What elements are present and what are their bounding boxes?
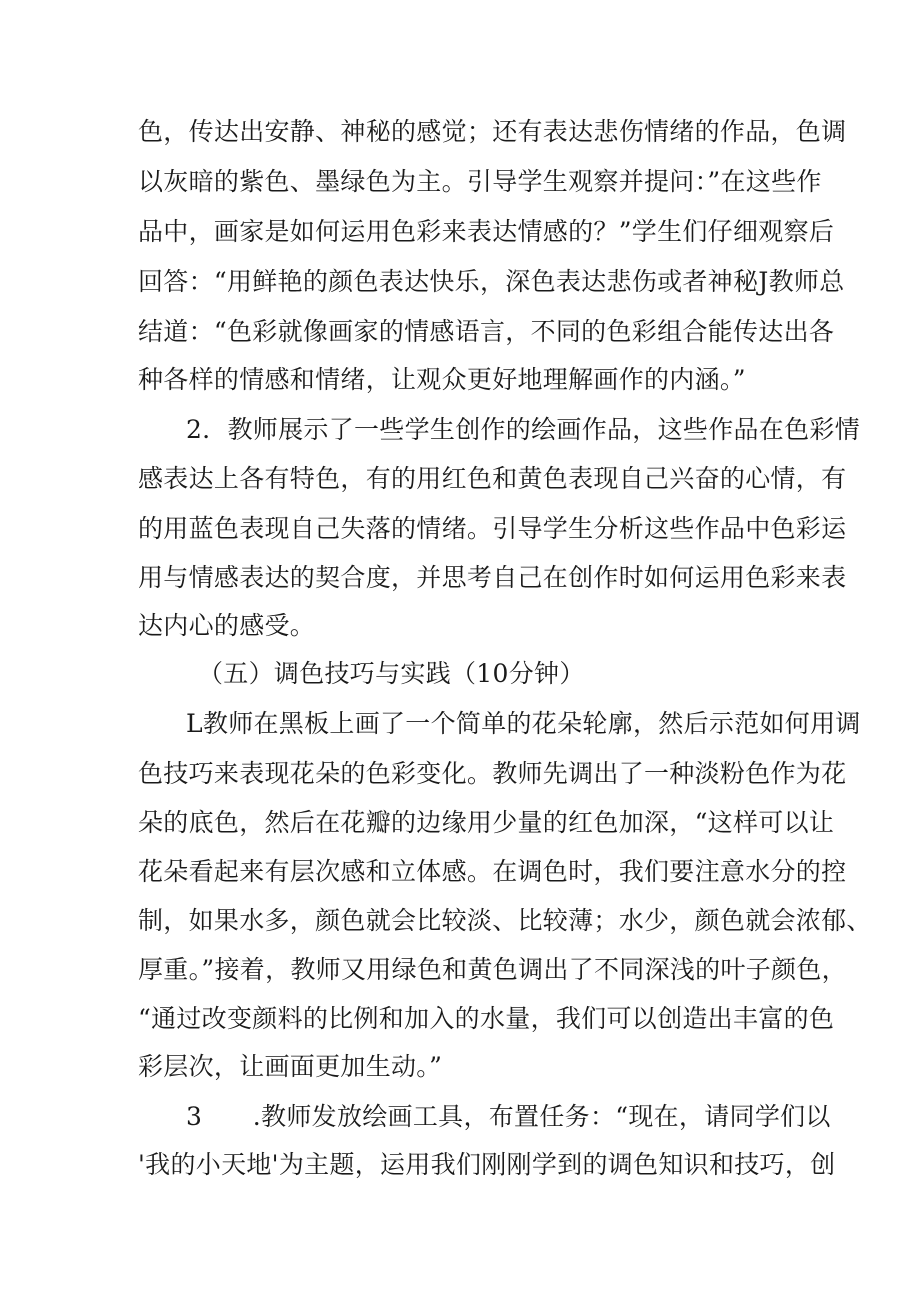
- p1-line-3: 品中，画家是如何运用色彩来表达情感的？”学生们仔细观察后: [138, 217, 835, 246]
- p1-line-2: 以灰暗的紫色、墨绿色为主。引导学生观察并提问：”在这些作: [138, 167, 822, 196]
- section-heading: （五）调色技巧与实践（10分钟）: [198, 659, 585, 688]
- p2-line-5: 达内心的感受。: [138, 611, 316, 640]
- p4-line-2: '我的小天地'为主题，运用我们刚刚学到的调色知识和技巧，创: [138, 1150, 836, 1179]
- p3-line-8: 彩层次，让画面更加生动。”: [138, 1052, 443, 1081]
- p3-line-3: 朵的底色，然后在花瓣的边缘用少量的红色加深，“这样可以让: [138, 808, 835, 837]
- p1-line-4: 回答：“用鲜艳的颜色表达快乐，深色表达悲伤或者神秘J教师总: [138, 267, 845, 296]
- p3-line-7: “通过改变颜料的比例和加入的水量，我们可以创造出丰富的色: [138, 1004, 835, 1033]
- p1-line-5: 结道：“色彩就像画家的情感语言，不同的色彩组合能传达出各: [138, 317, 835, 346]
- p2-line-3: 的用蓝色表现自己失落的情绪。引导学生分析这些作品中色彩运: [138, 514, 847, 543]
- p3-line-5: 制，如果水多，颜色就会比较淡、比较薄；水少，颜色就会浓郁、: [138, 906, 872, 935]
- p3-line-1: L教师在黑板上画了一个简单的花朵轮廓，然后示范如何用调: [186, 709, 861, 738]
- p1-line-6: 种各样的情感和情绪，让观众更好地理解画作的内涵。”: [138, 365, 746, 394]
- p4-line-1: 3 .教师发放绘画工具，布置任务：“现在，请同学们以: [186, 1102, 831, 1131]
- p2-line-1: 2．教师展示了一些学生创作的绘画作品，这些作品在色彩情: [186, 415, 861, 444]
- p2-line-4: 用与情感表达的契合度，并思考自己在创作时如何运用色彩来表: [138, 563, 847, 592]
- p3-line-2: 色技巧来表现花朵的色彩变化。教师先调出了一种淡粉色作为花: [138, 759, 847, 788]
- p2-line-2: 感表达上各有特色，有的用红色和黄色表现自己兴奋的心情，有: [138, 464, 847, 493]
- p3-line-6: 厚重。”接着，教师又用绿色和黄色调出了不同深浅的叶子颜色，: [138, 955, 847, 984]
- p3-line-4: 花朵看起来有层次感和立体感。在调色时，我们要注意水分的控: [138, 857, 847, 886]
- p1-line-1: 色，传达出安静、神秘的感觉；还有表达悲伤情绪的作品，色调: [138, 117, 847, 146]
